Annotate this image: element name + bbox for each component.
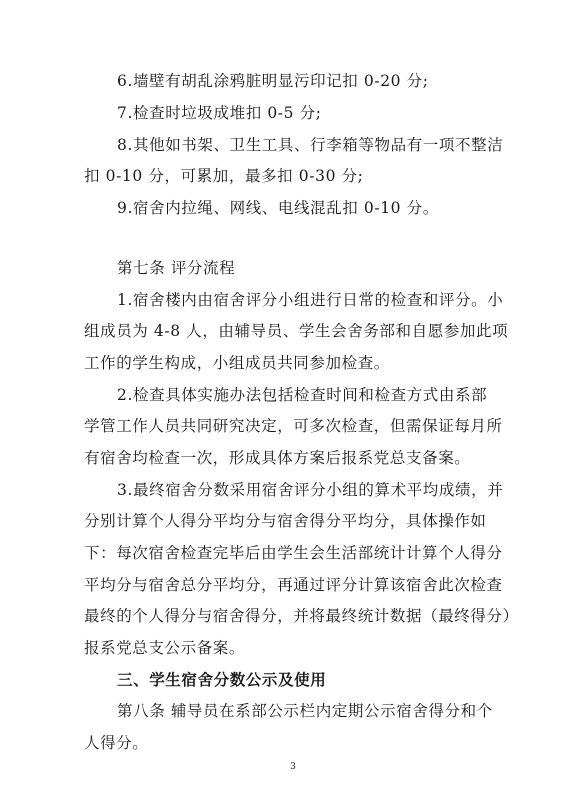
text-line: 有宿舍均检查一次，形成具体方案后报系党总支备案。	[84, 449, 471, 467]
text-line: 1.宿舍楼内由宿舍评分小组进行日常的检查和评分。小	[117, 291, 504, 309]
text-line: 2.检查具体实施办法包括检查时间和检查方式由系部	[117, 386, 488, 404]
text-line: 第八条 辅导员在系部公示栏内定期公示宿舍得分和个	[117, 702, 493, 720]
text-line: 平均分与宿舍总分平均分，再通过评分计算该宿舍此次检查	[84, 576, 503, 594]
section-article-title: 第七条 评分流程	[117, 259, 236, 277]
text-line: 学管工作人员共同研究决定，可多次检查，但需保证每月所	[84, 417, 503, 435]
text-line: 最终的个人得分与宿舍得分，并将最终统计数据（最终得分）	[84, 607, 519, 625]
text-line: 9.宿舍内拉绳、网线、电线混乱扣 0-10 分。	[117, 199, 439, 217]
page-number: 3	[290, 762, 296, 772]
text-line: 组成员为 4-8 人，由辅导员、学生会舍务部和自愿参加此项	[84, 322, 509, 340]
text-line: 人得分。	[84, 734, 149, 752]
text-line: 8.其他如书架、卫生工具、行李箱等物品有一项不整洁	[117, 136, 504, 154]
section-heading: 三、学生宿舍分数公示及使用	[117, 671, 327, 689]
text-line: 分别计算个人得分平均分与宿舍得分平均分，具体操作如	[84, 512, 487, 530]
text-line: 6.墙壁有胡乱涂鸦脏明显污印记扣 0-20 分;	[117, 72, 429, 90]
text-line: 报系党总支公示备案。	[84, 639, 246, 657]
text-line: 3.最终宿舍分数采用宿舍评分小组的算术平均成绩，并	[117, 481, 504, 499]
text-line: 7.检查时垃圾成堆扣 0-5 分;	[117, 104, 322, 122]
text-line: 下：每次宿舍检查完毕后由学生会生活部统计计算个人得分	[84, 544, 503, 562]
text-line: 扣 0-10 分，可累加，最多扣 0-30 分;	[84, 167, 364, 185]
text-line: 工作的学生构成，小组成员共同参加检查。	[84, 354, 390, 372]
